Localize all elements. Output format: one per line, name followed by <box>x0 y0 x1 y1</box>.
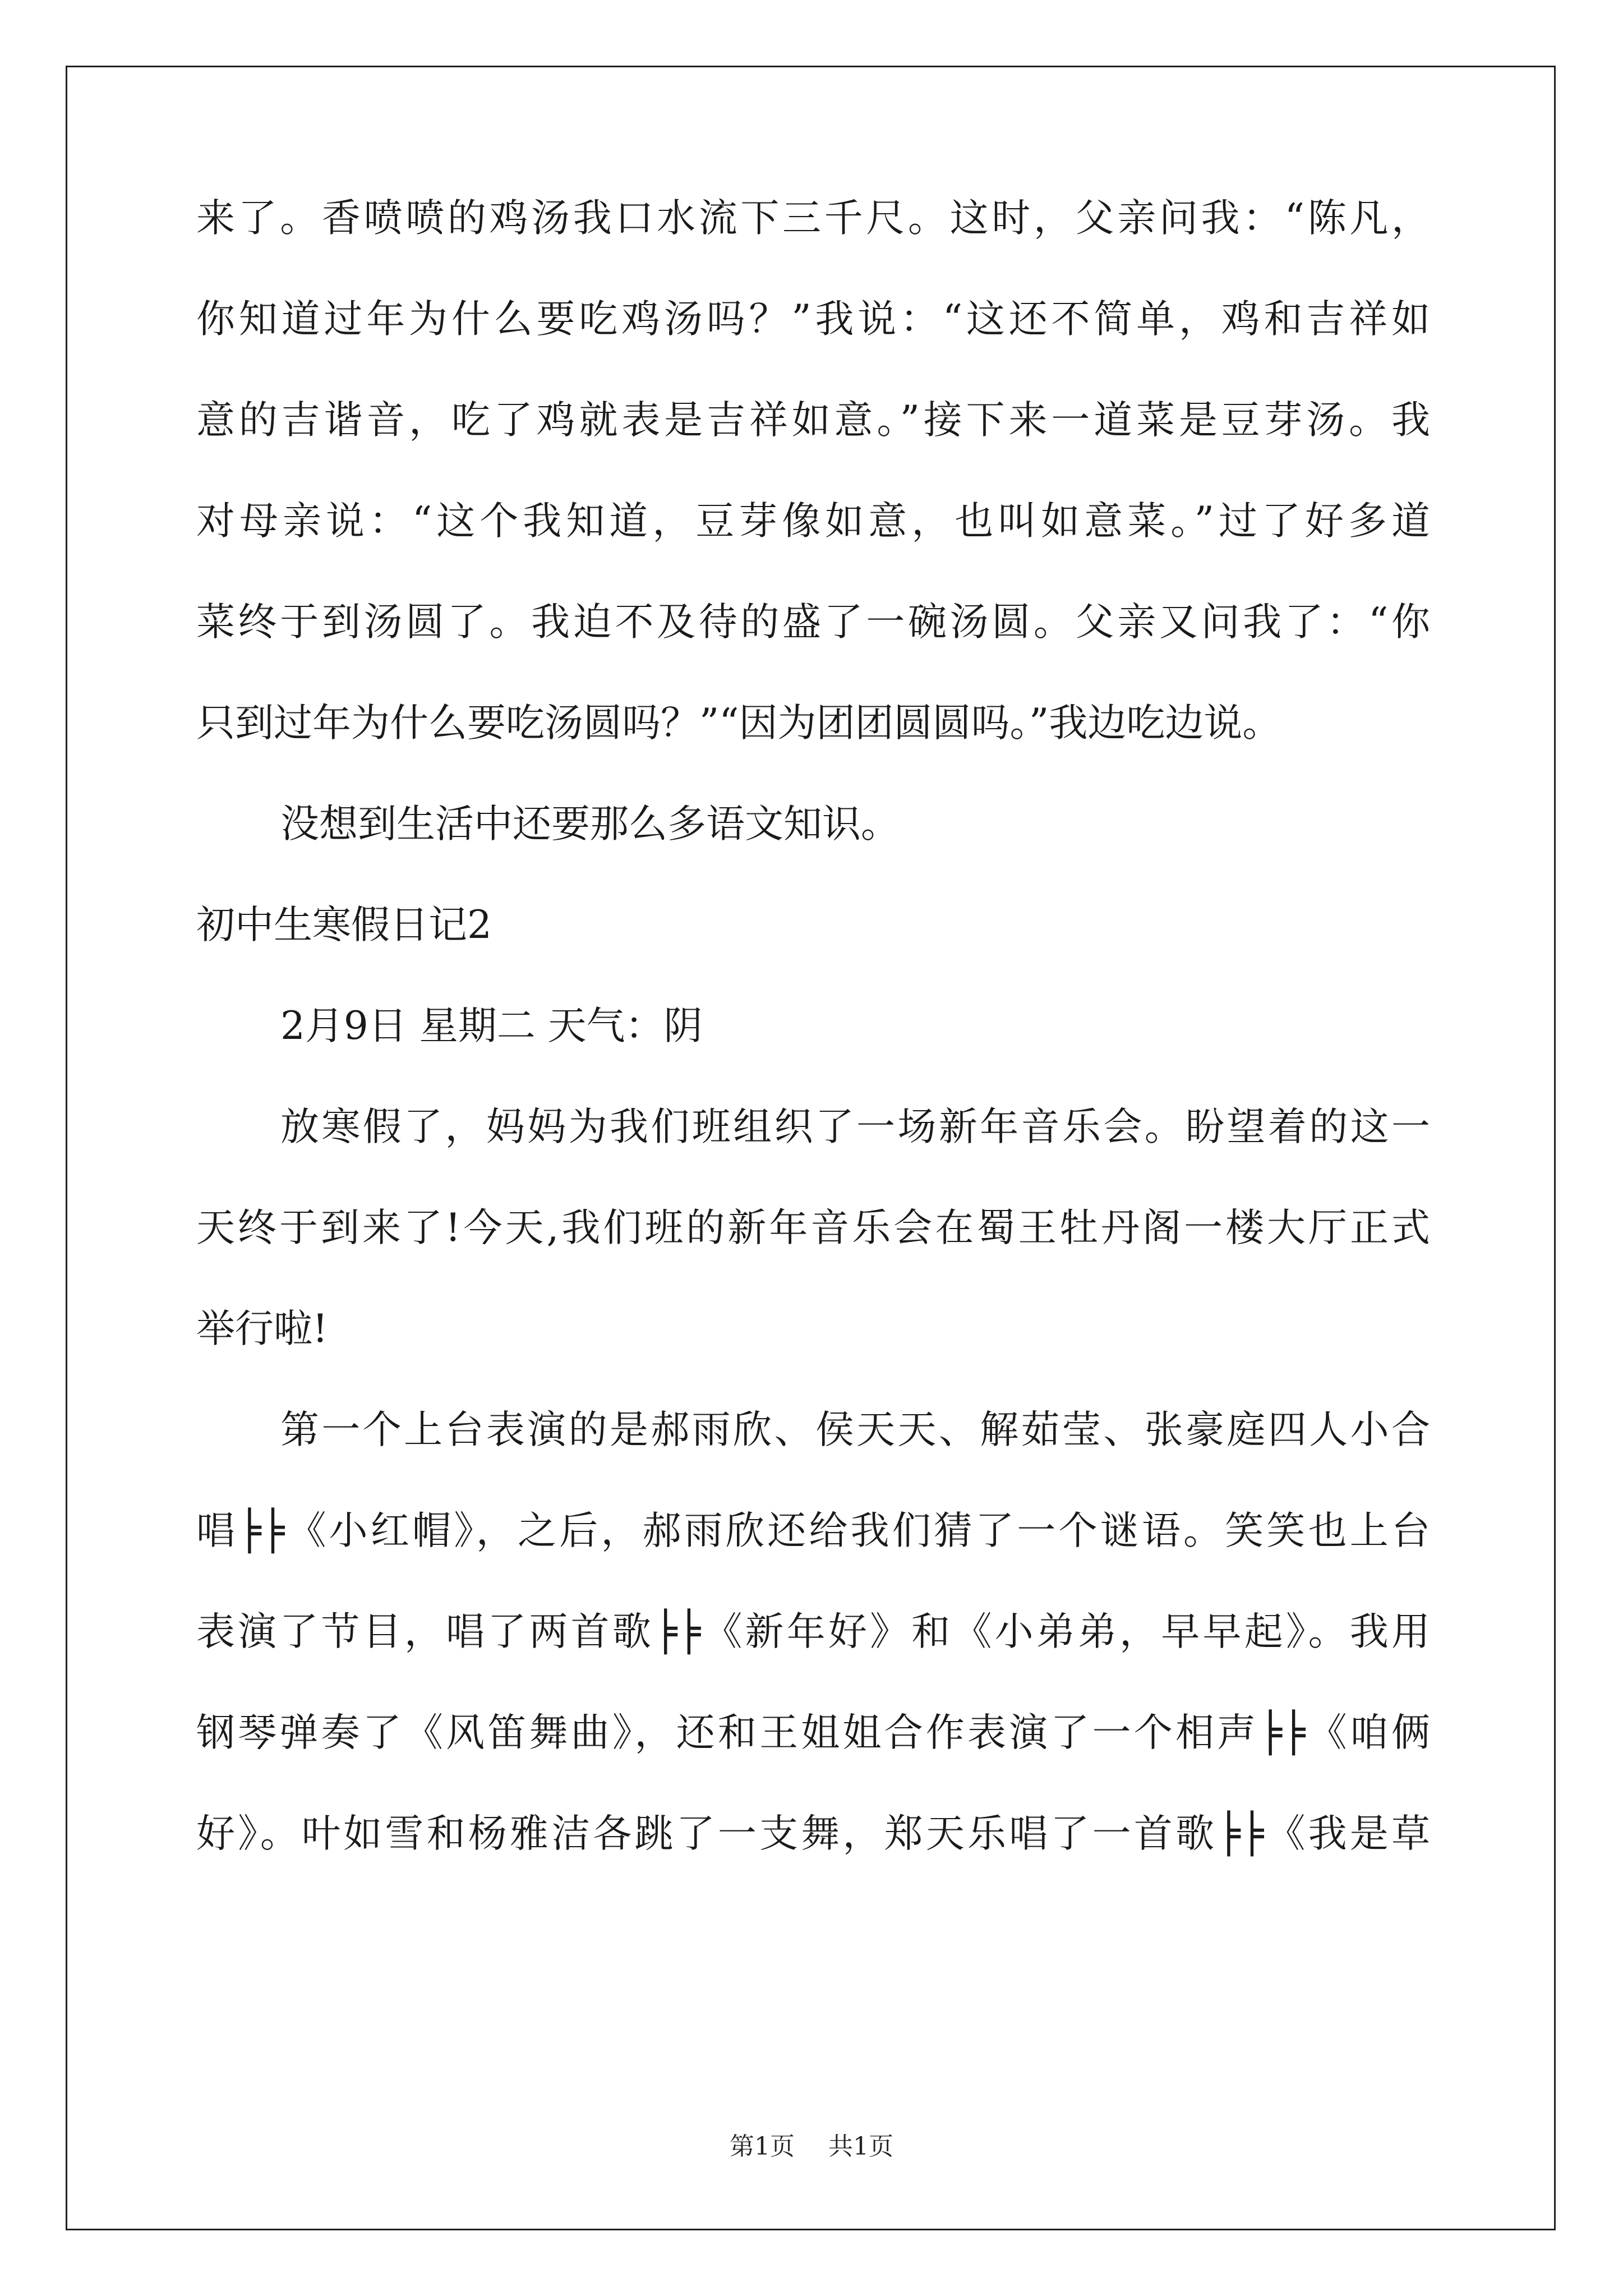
page-total: 共1页 <box>828 2132 893 2161</box>
page-footer <box>0 2126 1623 2162</box>
document-body <box>196 196 1430 1916</box>
text-line-12: 举行啦! <box>196 1306 328 1351</box>
text-line-3: 意的吉谐音，吃了鸡就表是吉祥如意。”接下来一道菜是豆芽汤。我 <box>196 398 1430 443</box>
page-number: 第1页 <box>730 2132 795 2161</box>
text-line-4: 对母亲说：“这个我知道，豆芽像如意，也叫如意菜。”过了好多道 <box>196 499 1430 544</box>
text-line-6: 只到过年为什么要吃汤圆吗？”“因为团团圆圆吗。”我边吃边说。 <box>196 701 1281 746</box>
text-line-13: 第一个上台表演的是郝雨欣、侯天天、解茹莹、张豪庭四人小合 <box>280 1407 1430 1452</box>
text-line-11: 天终于到来了!今天,我们班的新年音乐会在蜀王牡丹阁一楼大厅正式 <box>196 1205 1430 1250</box>
text-line-16: 钢琴弹奏了《风笛舞曲》，还和王姐姐合作表演了一个相声╞╞《咱俩 <box>196 1710 1430 1755</box>
paragraph-conclusion: 没想到生活中还要那么多语文知识。 <box>280 802 900 846</box>
text-line-5: 菜终于到汤圆了。我迫不及待的盛了一碗汤圆。父亲又问我了：“你 <box>196 600 1430 645</box>
text-line-2: 你知道过年为什么要吃鸡汤吗？”我说：“这还不简单，鸡和吉祥如 <box>196 297 1430 342</box>
text-line-10: 放寒假了，妈妈为我们班组织了一场新年音乐会。盼望着的这一 <box>280 1105 1430 1149</box>
text-line-1: 来了。香喷喷的鸡汤我口水流下三千尺。这时，父亲问我：“陈凡， <box>196 196 1430 241</box>
text-line-14: 唱╞╞《小红帽》，之后，郝雨欣还给我们猜了一个谜语。笑笑也上台 <box>196 1508 1430 1553</box>
text-line-15: 表演了节目，唱了两首歌╞╞《新年好》和《小弟弟，早早起》。我用 <box>196 1609 1430 1654</box>
diary-date-weather: 2月9日 星期二 天气：阴 <box>280 1004 703 1048</box>
text-line-17: 好》。叶如雪和杨雅洁各跳了一支舞，郑天乐唱了一首歌╞╞《我是草 <box>196 1811 1430 1856</box>
section-heading: 初中生寒假日记2 <box>196 903 492 947</box>
